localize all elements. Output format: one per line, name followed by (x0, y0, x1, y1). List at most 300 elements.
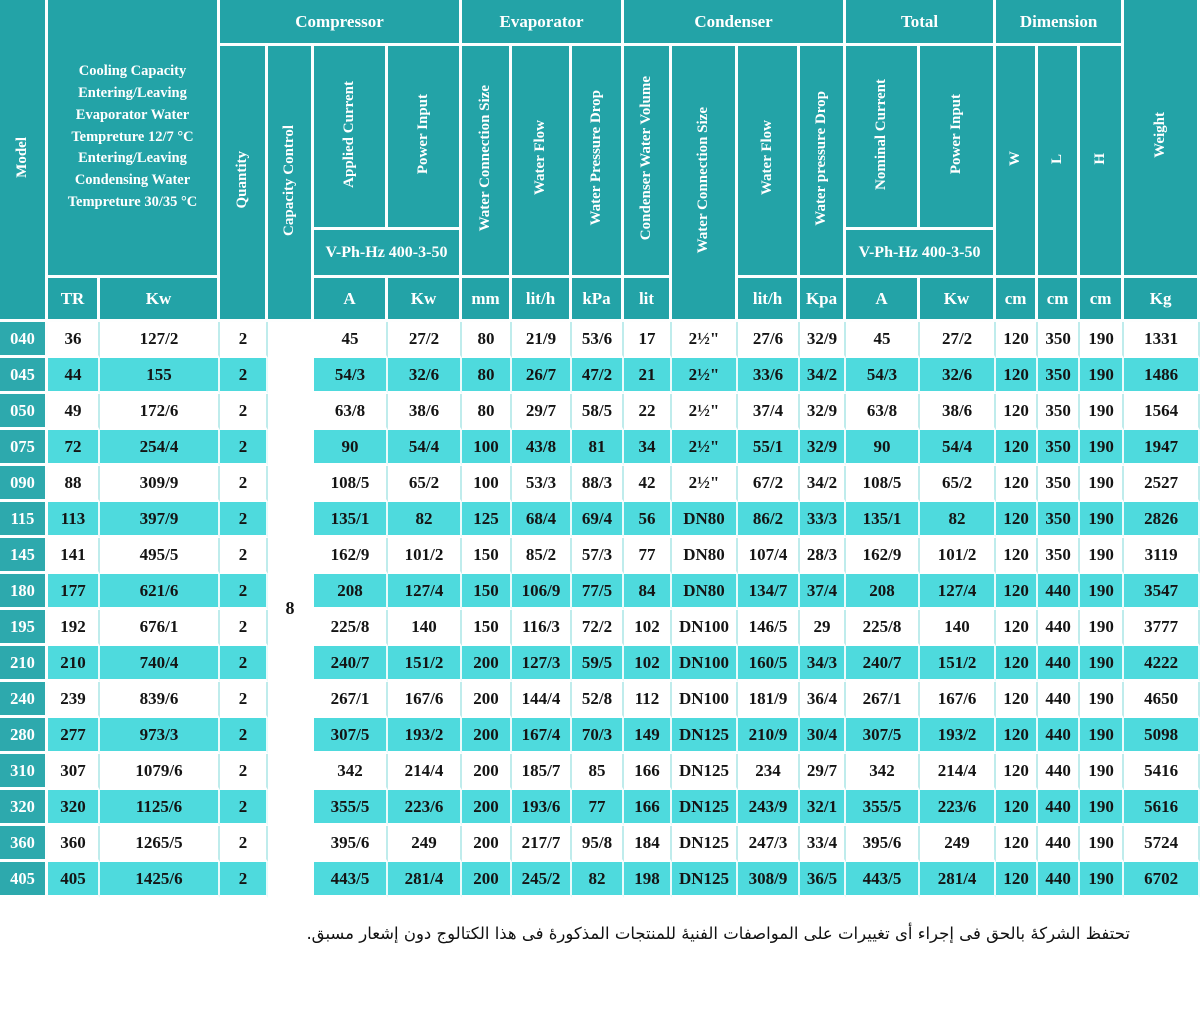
cell-cond_flow_lith: 308/9 (738, 862, 800, 898)
header-cond-water-pressure-drop: Water pressure Drop (800, 46, 846, 278)
cell-cond_pressure_kpa: 34/3 (800, 646, 846, 682)
cell-tr: 360 (48, 826, 100, 862)
cell-applied_current_a: 240/7 (314, 646, 388, 682)
cell-kw: 1265/5 (100, 826, 220, 862)
cell-applied_current_a: 63/8 (314, 394, 388, 430)
cell-cond_flow_lith: 181/9 (738, 682, 800, 718)
cell-cond_pressure_kpa: 30/4 (800, 718, 846, 754)
cell-evap_pressure_kpa: 70/3 (572, 718, 624, 754)
cell-tr: 177 (48, 574, 100, 610)
cell-weight_kg: 3777 (1124, 610, 1200, 646)
cell-applied_current_a: 355/5 (314, 790, 388, 826)
cell-compressor_power_kw: 38/6 (388, 394, 462, 430)
cell-evap_pressure_kpa: 53/6 (572, 322, 624, 358)
table-row (0, 322, 1200, 358)
spec-table-body (0, 322, 1200, 898)
cell-cond_flow_lith: 234 (738, 754, 800, 790)
cell-width_cm: 120 (996, 826, 1038, 862)
cell-cond_connection_size: DN80 (672, 502, 738, 538)
header-condenser-water-volume: Condenser Water Volume (624, 46, 672, 278)
cell-evap_connection_mm: 200 (462, 790, 512, 826)
cell-nominal_current_a: 342 (846, 754, 920, 790)
unit-cm-h: cm (1080, 278, 1124, 322)
unit-kpa-evap: kPa (572, 278, 624, 322)
cell-total_power_kw: 127/4 (920, 574, 996, 610)
cell-applied_current_a: 108/5 (314, 466, 388, 502)
cell-cond_pressure_kpa: 28/3 (800, 538, 846, 574)
cell-cond_connection_size: 2½" (672, 430, 738, 466)
cell-applied_current_a: 162/9 (314, 538, 388, 574)
cell-quantity: 2 (220, 538, 268, 574)
cell-nominal_current_a: 108/5 (846, 466, 920, 502)
header-group-dimension: Dimension (996, 0, 1124, 46)
cell-cond_flow_lith: 33/6 (738, 358, 800, 394)
cell-applied_current_a: 90 (314, 430, 388, 466)
cell-compressor_power_kw: 167/6 (388, 682, 462, 718)
cell-evap_flow_lith: 53/3 (512, 466, 572, 502)
header-cooling-capacity: Cooling Capacity Entering/Leaving Evaporator Water Tempreture 12/7 °C Entering/Leaving Condensing Water Tempreture 30/35 °C (48, 0, 220, 278)
cell-nominal_current_a: 90 (846, 430, 920, 466)
cell-length_cm: 440 (1038, 718, 1080, 754)
cell-evap_connection_mm: 80 (462, 322, 512, 358)
cell-weight_kg: 1331 (1124, 322, 1200, 358)
cell-evap_flow_lith: 43/8 (512, 430, 572, 466)
table-row (0, 718, 1200, 754)
cell-width_cm: 120 (996, 502, 1038, 538)
cell-width_cm: 120 (996, 394, 1038, 430)
footer-disclaimer-note: تحتفظ الشركۀ بالحق فى إجراء أى تغييرات على المواصفات الفنيۀ للمنتجات المذكورۀ فى هذا الكتالوج دون إشعار مسبق. (306, 924, 1130, 943)
cell-height_cm: 190 (1080, 358, 1124, 394)
cell-length_cm: 440 (1038, 610, 1080, 646)
cell-evap_flow_lith: 167/4 (512, 718, 572, 754)
header-cond-water-connection-size: Water Connection Size (672, 46, 738, 322)
cell-evap_pressure_kpa: 58/5 (572, 394, 624, 430)
unit-tr: TR (48, 278, 100, 322)
cell-height_cm: 190 (1080, 574, 1124, 610)
table-row (0, 502, 1200, 538)
cell-compressor_power_kw: 54/4 (388, 430, 462, 466)
cell-tr: 192 (48, 610, 100, 646)
cell-cond_volume_lit: 198 (624, 862, 672, 898)
cell-width_cm: 120 (996, 466, 1038, 502)
cell-nominal_current_a: 225/8 (846, 610, 920, 646)
header-group-total: Total (846, 0, 996, 46)
table-row (0, 394, 1200, 430)
cell-kw: 254/4 (100, 430, 220, 466)
cell-applied_current_a: 225/8 (314, 610, 388, 646)
cell-nominal_current_a: 162/9 (846, 538, 920, 574)
cell-tr: 277 (48, 718, 100, 754)
cell-cond_volume_lit: 22 (624, 394, 672, 430)
cell-cond_flow_lith: 247/3 (738, 826, 800, 862)
cell-tr: 320 (48, 790, 100, 826)
unit-cm-l: cm (1038, 278, 1080, 322)
model-cell: 405 (0, 862, 48, 898)
cell-cond_pressure_kpa: 32/1 (800, 790, 846, 826)
cell-width_cm: 120 (996, 862, 1038, 898)
cell-cond_volume_lit: 21 (624, 358, 672, 394)
cell-total_power_kw: 223/6 (920, 790, 996, 826)
cell-evap_flow_lith: 106/9 (512, 574, 572, 610)
cell-total_power_kw: 101/2 (920, 538, 996, 574)
cell-evap_connection_mm: 200 (462, 682, 512, 718)
cell-cond_flow_lith: 243/9 (738, 790, 800, 826)
cell-height_cm: 190 (1080, 826, 1124, 862)
cell-cond_connection_size: DN100 (672, 682, 738, 718)
cell-evap_flow_lith: 68/4 (512, 502, 572, 538)
cell-weight_kg: 5416 (1124, 754, 1200, 790)
cell-evap_pressure_kpa: 85 (572, 754, 624, 790)
cell-compressor_power_kw: 127/4 (388, 574, 462, 610)
model-cell: 040 (0, 322, 48, 358)
cell-cond_pressure_kpa: 34/2 (800, 466, 846, 502)
cell-applied_current_a: 45 (314, 322, 388, 358)
cell-weight_kg: 4650 (1124, 682, 1200, 718)
cell-width_cm: 120 (996, 430, 1038, 466)
cell-compressor_power_kw: 65/2 (388, 466, 462, 502)
cell-nominal_current_a: 54/3 (846, 358, 920, 394)
cell-width_cm: 120 (996, 322, 1038, 358)
header-group-condenser: Condenser (624, 0, 846, 46)
cell-quantity: 2 (220, 718, 268, 754)
cell-cond_pressure_kpa: 29/7 (800, 754, 846, 790)
cell-length_cm: 350 (1038, 394, 1080, 430)
header-weight (1124, 0, 1200, 278)
cell-cond_connection_size: DN125 (672, 754, 738, 790)
cell-cond_connection_size: DN80 (672, 538, 738, 574)
cell-weight_kg: 1947 (1124, 430, 1200, 466)
header-evap-water-pressure-drop: Water Pressure Drop (572, 46, 624, 278)
unit-kg: Kg (1124, 278, 1200, 322)
cell-compressor_power_kw: 214/4 (388, 754, 462, 790)
cell-cond_volume_lit: 42 (624, 466, 672, 502)
cell-height_cm: 190 (1080, 682, 1124, 718)
cell-evap_pressure_kpa: 59/5 (572, 646, 624, 682)
header-applied-current: Applied Current (314, 46, 388, 230)
cell-total_power_kw: 249 (920, 826, 996, 862)
cell-evap_flow_lith: 85/2 (512, 538, 572, 574)
cell-kw: 172/6 (100, 394, 220, 430)
header-evap-water-flow: Water Flow (512, 46, 572, 278)
cell-cond_connection_size: DN125 (672, 826, 738, 862)
cell-compressor_power_kw: 281/4 (388, 862, 462, 898)
table-row (0, 430, 1200, 466)
cell-quantity: 2 (220, 574, 268, 610)
cell-cond_connection_size: 2½" (672, 466, 738, 502)
cell-nominal_current_a: 135/1 (846, 502, 920, 538)
header-dimension-w: W (996, 46, 1038, 278)
header-dimension-h: H (1080, 46, 1124, 278)
cell-evap_pressure_kpa: 69/4 (572, 502, 624, 538)
cell-compressor_power_kw: 101/2 (388, 538, 462, 574)
unit-lit: lit (624, 278, 672, 322)
cell-cond_connection_size: DN125 (672, 862, 738, 898)
header-nominal-current: Nominal Current (846, 46, 920, 230)
cell-height_cm: 190 (1080, 322, 1124, 358)
model-cell: 180 (0, 574, 48, 610)
cell-weight_kg: 2527 (1124, 466, 1200, 502)
cell-cond_connection_size: 2½" (672, 394, 738, 430)
cell-evap_connection_mm: 125 (462, 502, 512, 538)
cell-cond_pressure_kpa: 37/4 (800, 574, 846, 610)
header-evap-water-connection-size: Water Connection Size (462, 46, 512, 278)
cell-compressor_power_kw: 32/6 (388, 358, 462, 394)
table-header (0, 0, 1200, 322)
cell-cond_volume_lit: 102 (624, 646, 672, 682)
cell-tr: 405 (48, 862, 100, 898)
cell-kw: 397/9 (100, 502, 220, 538)
header-model (0, 0, 48, 322)
cell-applied_current_a: 395/6 (314, 826, 388, 862)
cell-tr: 49 (48, 394, 100, 430)
cell-compressor_power_kw: 27/2 (388, 322, 462, 358)
cell-applied_current_a: 135/1 (314, 502, 388, 538)
cell-cond_flow_lith: 55/1 (738, 430, 800, 466)
cell-kw: 676/1 (100, 610, 220, 646)
cell-length_cm: 440 (1038, 790, 1080, 826)
cell-kw: 740/4 (100, 646, 220, 682)
cell-width_cm: 120 (996, 790, 1038, 826)
cell-total_power_kw: 151/2 (920, 646, 996, 682)
cell-evap_flow_lith: 144/4 (512, 682, 572, 718)
cell-tr: 72 (48, 430, 100, 466)
cell-length_cm: 440 (1038, 574, 1080, 610)
cell-cond_flow_lith: 134/7 (738, 574, 800, 610)
cell-height_cm: 190 (1080, 502, 1124, 538)
cell-total_power_kw: 193/2 (920, 718, 996, 754)
table-row (0, 754, 1200, 790)
cell-kw: 155 (100, 358, 220, 394)
cell-quantity: 2 (220, 394, 268, 430)
cell-evap_pressure_kpa: 47/2 (572, 358, 624, 394)
cell-evap_pressure_kpa: 95/8 (572, 826, 624, 862)
unit-a-compressor: A (314, 278, 388, 322)
cell-cond_pressure_kpa: 32/9 (800, 430, 846, 466)
cell-cond_pressure_kpa: 32/9 (800, 322, 846, 358)
cell-evap_pressure_kpa: 77/5 (572, 574, 624, 610)
cell-quantity: 2 (220, 646, 268, 682)
cell-cond_pressure_kpa: 36/4 (800, 682, 846, 718)
cell-applied_current_a: 208 (314, 574, 388, 610)
cell-width_cm: 120 (996, 718, 1038, 754)
cell-height_cm: 190 (1080, 718, 1124, 754)
cell-kw: 973/3 (100, 718, 220, 754)
cell-cond_volume_lit: 112 (624, 682, 672, 718)
cell-cond_pressure_kpa: 33/4 (800, 826, 846, 862)
cell-total_power_kw: 140 (920, 610, 996, 646)
cell-compressor_power_kw: 140 (388, 610, 462, 646)
cell-evap_connection_mm: 200 (462, 754, 512, 790)
cell-evap_pressure_kpa: 57/3 (572, 538, 624, 574)
cell-cond_connection_size: DN100 (672, 610, 738, 646)
cell-evap_flow_lith: 29/7 (512, 394, 572, 430)
cell-weight_kg: 5616 (1124, 790, 1200, 826)
cell-evap_connection_mm: 200 (462, 646, 512, 682)
cell-tr: 113 (48, 502, 100, 538)
cell-cond_flow_lith: 27/6 (738, 322, 800, 358)
cell-length_cm: 350 (1038, 430, 1080, 466)
cell-nominal_current_a: 63/8 (846, 394, 920, 430)
cell-kw: 1125/6 (100, 790, 220, 826)
cell-compressor_power_kw: 249 (388, 826, 462, 862)
cell-cond_connection_size: DN125 (672, 718, 738, 754)
cell-length_cm: 350 (1038, 466, 1080, 502)
cell-cond_connection_size: DN80 (672, 574, 738, 610)
cell-compressor_power_kw: 223/6 (388, 790, 462, 826)
cell-evap_flow_lith: 26/7 (512, 358, 572, 394)
cell-evap_flow_lith: 116/3 (512, 610, 572, 646)
cell-cond_connection_size: 2½" (672, 322, 738, 358)
cell-height_cm: 190 (1080, 538, 1124, 574)
cell-weight_kg: 1486 (1124, 358, 1200, 394)
cell-kw: 1079/6 (100, 754, 220, 790)
cell-weight_kg: 3547 (1124, 574, 1200, 610)
cell-evap_connection_mm: 100 (462, 466, 512, 502)
cell-evap_connection_mm: 150 (462, 610, 512, 646)
cell-cond_pressure_kpa: 34/2 (800, 358, 846, 394)
header-dimension-l: L (1038, 46, 1080, 278)
cell-evap_connection_mm: 80 (462, 358, 512, 394)
cell-nominal_current_a: 267/1 (846, 682, 920, 718)
cell-cond_volume_lit: 166 (624, 754, 672, 790)
cell-total_power_kw: 65/2 (920, 466, 996, 502)
unit-lith-evap: lit/h (512, 278, 572, 322)
cell-nominal_current_a: 307/5 (846, 718, 920, 754)
cell-cond_flow_lith: 67/2 (738, 466, 800, 502)
cell-weight_kg: 1564 (1124, 394, 1200, 430)
cell-evap_pressure_kpa: 77 (572, 790, 624, 826)
model-cell: 360 (0, 826, 48, 862)
cell-height_cm: 190 (1080, 862, 1124, 898)
cell-kw: 621/6 (100, 574, 220, 610)
cell-width_cm: 120 (996, 538, 1038, 574)
cell-cond_flow_lith: 86/2 (738, 502, 800, 538)
cell-applied_current_a: 342 (314, 754, 388, 790)
cell-width_cm: 120 (996, 574, 1038, 610)
unit-kw: Kw (100, 278, 220, 322)
cell-cond_flow_lith: 146/5 (738, 610, 800, 646)
table-row (0, 790, 1200, 826)
cell-length_cm: 440 (1038, 646, 1080, 682)
cell-kw: 1425/6 (100, 862, 220, 898)
cell-width_cm: 120 (996, 358, 1038, 394)
cell-quantity: 2 (220, 466, 268, 502)
cell-cond_volume_lit: 77 (624, 538, 672, 574)
cell-quantity: 2 (220, 430, 268, 466)
cell-width_cm: 120 (996, 646, 1038, 682)
cell-tr: 210 (48, 646, 100, 682)
cell-total_power_kw: 281/4 (920, 862, 996, 898)
cell-weight_kg: 5724 (1124, 826, 1200, 862)
header-cond-water-flow: Water Flow (738, 46, 800, 278)
cell-evap_connection_mm: 200 (462, 718, 512, 754)
cell-evap_flow_lith: 21/9 (512, 322, 572, 358)
cell-applied_current_a: 54/3 (314, 358, 388, 394)
cell-compressor_power_kw: 193/2 (388, 718, 462, 754)
cell-evap_pressure_kpa: 52/8 (572, 682, 624, 718)
cell-evap_connection_mm: 80 (462, 394, 512, 430)
cell-total_power_kw: 82 (920, 502, 996, 538)
model-cell: 195 (0, 610, 48, 646)
cell-cond_volume_lit: 149 (624, 718, 672, 754)
header-total-power-input: Power Input (920, 46, 996, 230)
cell-nominal_current_a: 443/5 (846, 862, 920, 898)
unit-kw-total: Kw (920, 278, 996, 322)
cell-height_cm: 190 (1080, 610, 1124, 646)
model-cell: 050 (0, 394, 48, 430)
cell-total_power_kw: 214/4 (920, 754, 996, 790)
unit-kpa-cond: Kpa (800, 278, 846, 322)
cell-evap_flow_lith: 193/6 (512, 790, 572, 826)
header-quantity: Quantity (220, 46, 268, 322)
model-cell: 310 (0, 754, 48, 790)
cell-height_cm: 190 (1080, 394, 1124, 430)
cell-length_cm: 440 (1038, 826, 1080, 862)
header-group-evaporator: Evaporator (462, 0, 624, 46)
table-row (0, 538, 1200, 574)
header-capacity-control: Capacity Control (268, 46, 314, 322)
cell-total_power_kw: 54/4 (920, 430, 996, 466)
cell-length_cm: 440 (1038, 682, 1080, 718)
cell-cond_connection_size: 2½" (672, 358, 738, 394)
cell-evap_flow_lith: 245/2 (512, 862, 572, 898)
cell-evap_flow_lith: 217/7 (512, 826, 572, 862)
cell-height_cm: 190 (1080, 466, 1124, 502)
cell-cond_volume_lit: 17 (624, 322, 672, 358)
cell-height_cm: 190 (1080, 790, 1124, 826)
cell-evap_pressure_kpa: 81 (572, 430, 624, 466)
cell-evap_flow_lith: 185/7 (512, 754, 572, 790)
cell-evap_pressure_kpa: 82 (572, 862, 624, 898)
header-model-label: Model (14, 136, 30, 178)
header-vphhz-compressor: V-Ph-Hz 400-3-50 (314, 230, 462, 278)
model-cell: 280 (0, 718, 48, 754)
header-weight-label: Weight (1152, 112, 1169, 158)
cell-cond_flow_lith: 107/4 (738, 538, 800, 574)
cell-nominal_current_a: 355/5 (846, 790, 920, 826)
cell-cond_volume_lit: 166 (624, 790, 672, 826)
cell-evap_pressure_kpa: 72/2 (572, 610, 624, 646)
unit-a-total: A (846, 278, 920, 322)
cell-length_cm: 440 (1038, 862, 1080, 898)
cell-cond_pressure_kpa: 29 (800, 610, 846, 646)
model-cell: 240 (0, 682, 48, 718)
cell-compressor_power_kw: 82 (388, 502, 462, 538)
cell-weight_kg: 2826 (1124, 502, 1200, 538)
cell-total_power_kw: 167/6 (920, 682, 996, 718)
cell-total_power_kw: 38/6 (920, 394, 996, 430)
cell-cond_volume_lit: 84 (624, 574, 672, 610)
cell-cond_volume_lit: 184 (624, 826, 672, 862)
cell-quantity: 2 (220, 682, 268, 718)
cell-width_cm: 120 (996, 754, 1038, 790)
cell-total_power_kw: 27/2 (920, 322, 996, 358)
header-vphhz-total: V-Ph-Hz 400-3-50 (846, 230, 996, 278)
cell-kw: 495/5 (100, 538, 220, 574)
cell-applied_current_a: 307/5 (314, 718, 388, 754)
cell-quantity: 2 (220, 754, 268, 790)
cell-tr: 44 (48, 358, 100, 394)
cell-length_cm: 440 (1038, 754, 1080, 790)
cell-cond_connection_size: DN100 (672, 646, 738, 682)
cell-quantity: 2 (220, 790, 268, 826)
table-row (0, 682, 1200, 718)
cell-length_cm: 350 (1038, 502, 1080, 538)
cell-cond_connection_size: DN125 (672, 790, 738, 826)
cell-cond_flow_lith: 160/5 (738, 646, 800, 682)
cell-applied_current_a: 443/5 (314, 862, 388, 898)
cell-nominal_current_a: 208 (846, 574, 920, 610)
